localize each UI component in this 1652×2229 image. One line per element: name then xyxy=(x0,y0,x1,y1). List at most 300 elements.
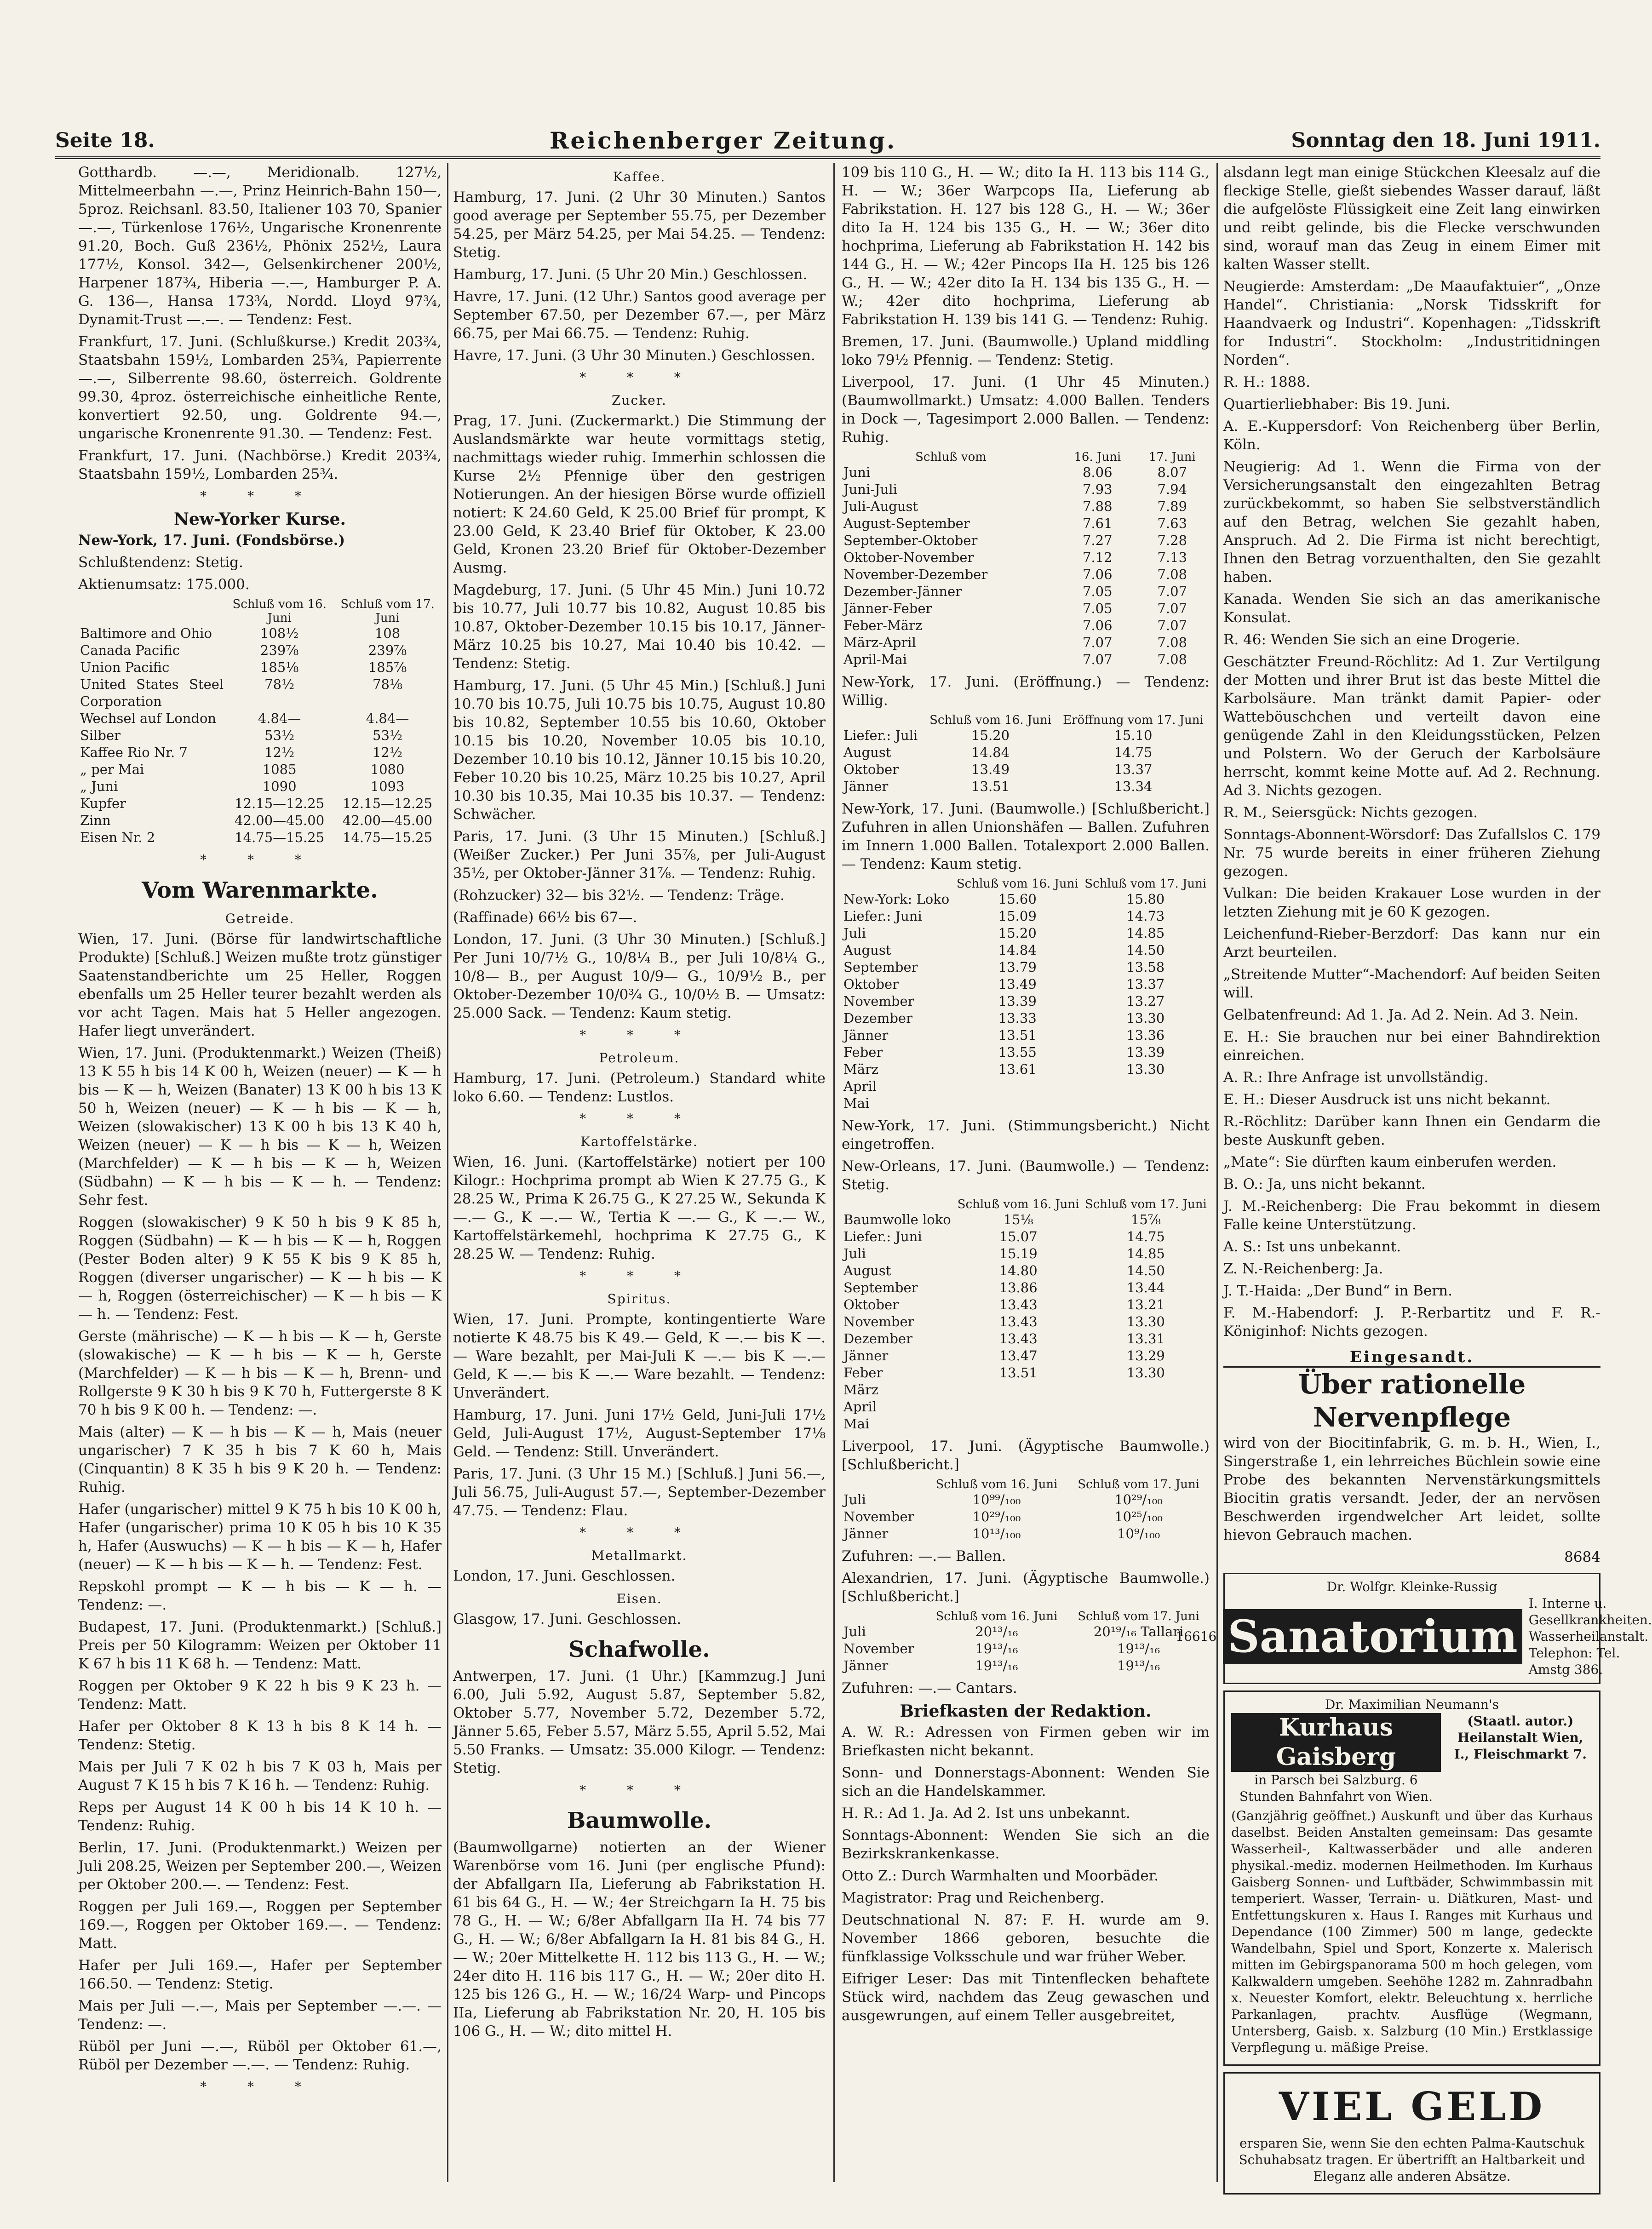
row-label: Jänner xyxy=(843,1526,889,1541)
briefkasten-item: F. M.-Habendorf: J. P.-Rerbartitz und F. R.-Königinhof: Nichts gezogen. xyxy=(1223,1305,1600,1340)
row-value: 8.07 xyxy=(1157,464,1187,480)
row-label: Feber xyxy=(843,1044,883,1060)
row-value: 13.51 xyxy=(971,779,1010,794)
separator: * * * xyxy=(200,488,320,504)
row-label: Silber xyxy=(80,728,121,743)
bremen-baumwolle: Bremen, 17. Juni. (Baumwolle.) Upland middling loko 79½ Pfennig. — Tendenz: Stetig. xyxy=(842,333,1210,368)
row-value: 42.00—45.00 xyxy=(343,813,433,828)
row-value: 78⅛ xyxy=(373,676,403,692)
row-value: 19¹³/₁₆ xyxy=(1117,1641,1160,1656)
column-1 xyxy=(78,163,442,2182)
table-header-row xyxy=(842,1610,1210,1623)
row-value: 10²⁹/₁₀₀ xyxy=(972,1509,1021,1524)
row-value: 7.06 xyxy=(1083,618,1113,633)
table-row xyxy=(842,727,1210,744)
budapest-roggen: Roggen per Oktober 9 K 22 h bis 9 K 23 h. — Tendenz: Matt. xyxy=(78,1678,442,1713)
row-label: Jänner xyxy=(843,779,889,794)
row-label: Kaffee Rio Nr. 7 xyxy=(80,745,188,760)
london-metall: London, 17. Juni. Geschlossen. xyxy=(453,1568,676,1584)
row-label: Juni-Juli xyxy=(843,481,897,497)
row-value: 20¹⁹/₁₆ Tallari xyxy=(1093,1624,1184,1639)
briefkasten-item: H. R.: Ad 1. Ja. Ad 2. Ist uns unbekannt. xyxy=(842,1805,1130,1822)
table-row xyxy=(842,532,1210,549)
row-value: 7.05 xyxy=(1083,584,1113,599)
column-header: Schluß vom 17. Juni xyxy=(1078,1610,1200,1623)
column-3 xyxy=(842,163,1210,2182)
berlin-hafer: Hafer per Juli 169.—, Hafer per September 166.50. — Tendenz: Stetig. xyxy=(78,1957,442,1992)
table-row xyxy=(842,1078,1210,1095)
new-york-tendenz: Schlußtendenz: Stetig. xyxy=(78,554,243,571)
row-value: 19¹³/₁₆ xyxy=(975,1641,1018,1656)
berlin-stock-continued: Gotthardb. —.—, Meridionalb. 127½, Mittelmeerbahn —.—, Prinz Heinrich-Bahn 150—, 5proz. Reichsanl. 83.50, Italiener 103 70, Spanier —.—, Türkenlose 176½, Ungarische Kronenrente 91.20, Boch. Guß 236½, Phönix 252½, Laura 177½, Konsol. 342—, Gelsenkirchener 200½, Harpener 187¾, Hiberia —.—, Hamburger P. A. G. 136—, Hansa 173¾, Nordd. Lloyd 97¾, Dynamit-Trust —.—. — Tendenz: Fest. xyxy=(78,164,442,328)
briefkasten-item: Sonn- und Donnerstags-Abonnent: Wenden Sie sich an die Handelskammer. xyxy=(842,1765,1210,1799)
row-value: 13.36 xyxy=(1126,1027,1165,1043)
antwerpen-schafwolle: Antwerpen, 17. Juni. (1 Uhr.) [Kammzug.] Juni 6.00, Juli 5.92, August 5.87, September 5.82, Oktober 5.77, November 5.72, Dezember 5.72, Jänner 5.65, Feber 5.57, März 5.55, April 5.52, Mai 5.50 Franks. — Umsatz: 35.000 Kilogr. — Tendenz: Stetig. xyxy=(453,1668,826,1776)
column-header: Schluß vom 16. Juni xyxy=(935,1478,1058,1491)
briefkasten-item: Vulkan: Die beiden Krakauer Lose wurden in der letzten Ziehung mit je 60 K gezogen. xyxy=(1223,885,1600,920)
table-row xyxy=(842,1657,1210,1674)
table-row xyxy=(842,1415,1210,1433)
row-value xyxy=(1082,1381,1210,1398)
berlin-roggen: Roggen per Juli 169.—, Roggen per September 169.—, Roggen per Oktober 169.—. — Tendenz: Matt. xyxy=(78,1898,442,1952)
briefkasten-item: Eifriger Leser: Das mit Tintenflecken behaftete Stück wird, nachdem das Zeug gewaschen und ausgewrungen, auf einem Teller ausgebreitet, xyxy=(842,1971,1210,2024)
table-row xyxy=(78,727,442,744)
kurhaus-name: Kurhaus Gaisberg xyxy=(1231,1713,1441,1772)
viel-geld-ad xyxy=(1223,2072,1600,2195)
row-label: März-April xyxy=(843,635,916,650)
column-header xyxy=(842,877,953,891)
table-row xyxy=(842,1640,1210,1657)
row-value: 14.75 xyxy=(1126,1229,1165,1244)
table-row xyxy=(842,1508,1210,1525)
berlin-mais: Mais per Juli —.—, Mais per September —.—. — Tendenz: —. xyxy=(78,1998,442,2033)
wien-mais: Mais (alter) — K — h bis — K — h, Mais (neuer ungarischer) 7 K 35 h bis 7 K 60 h, Mais (Cinquantin) 8 K 35 h bis 9 K 20 h. — Tendenz: Ruhig. xyxy=(78,1424,442,1496)
row-value: 12.15—12.25 xyxy=(343,796,433,811)
paris-rohzucker: (Rohzucker) 32— bis 32½. — Tendenz: Träge. xyxy=(453,887,785,904)
column-rule xyxy=(447,163,448,2182)
kartoffel-heading: Kartoffelstärke. xyxy=(580,1134,698,1149)
row-value: 13.44 xyxy=(1126,1280,1165,1295)
liverpool-aegyptisch: Liverpool, 17. Juni. (Ägyptische Baumwolle.) [Schlußbericht.] xyxy=(842,1438,1210,1473)
row-label: April xyxy=(843,1078,877,1094)
table-row xyxy=(842,1245,1210,1262)
table-row xyxy=(842,1061,1210,1078)
paris-spiritus: Paris, 17. Juni. (3 Uhr 15 M.) [Schluß.] Juni 56.—, Juli 56.75, Juli-August 57.—, September-Dezember 47.75. — Tendenz: Flau. xyxy=(453,1466,826,1519)
row-value: 20¹³/₁₆ xyxy=(975,1624,1018,1639)
new-york-umsatz: Aktienumsatz: 175.000. xyxy=(78,576,250,593)
row-value: 78½ xyxy=(264,676,295,692)
wien-gerste: Gerste (mährische) — K — h bis — K — h, Gerste (slowakische) — K — h bis — K — h, Gerste (Marchfelder) — K — h bis — K — h, Brenn- und Rollgerste 9 K 30 h bis 9 K 70 h, Futtergerste 8 K 70 h bis 9 K 00 h. — Tendenz: —. xyxy=(78,1328,442,1418)
baumwollgarne-text: (Baumwollgarne) notierten an der Wiener Warenbörse vom 16. Juni (per englische Pfund): der Abfallgarn IIa, Lieferung ab Fabrikstation H. 61 bis 64 G., H. — W.; 4er Streichgarn Ia H. 75 bis 78 G., H. — W.; 6/8er Abfallgarn IIa H. 74 bis 77 G., H. — W.; 6/8er Abfallgarn Ia H. 81 bis 84 G., H. — W.; 20er Mittelkette H. 112 bis 113 G., H. — W.; 24er dito H. 116 bis 117 G., H. — W.; 20er dito H. 125 bis 126 G., H. — W.; 16/24 Warp- und Pincops IIa, Lieferung ab Fabrikstation Nr. 20, H. 105 bis 106 G., H. — W.; dito mittel H. xyxy=(453,1839,826,2040)
column-header: Schluß vom 17. Juni xyxy=(1084,877,1207,891)
row-label: Oktober xyxy=(843,1297,899,1312)
table-row xyxy=(842,891,1210,908)
table-row xyxy=(842,1491,1210,1508)
new-york-table xyxy=(78,597,442,846)
row-value: 42.00—45.00 xyxy=(235,813,325,828)
wien-repskohl: Repskohl prompt — K — h bis — K — h. — Tendenz: —. xyxy=(78,1578,442,1613)
row-value: 13.49 xyxy=(971,762,1010,777)
row-label: September-Oktober xyxy=(843,533,978,548)
briefkasten-item: Otto Z.: Durch Warmhalten und Moorbäder. xyxy=(842,1868,1159,1884)
row-label: August-September xyxy=(843,516,970,531)
column-header: 17. Juni xyxy=(1148,450,1196,464)
table-row xyxy=(842,1010,1210,1027)
row-value: 15⅞ xyxy=(1130,1212,1161,1227)
row-value: 13.30 xyxy=(1126,1061,1165,1077)
table-row xyxy=(842,464,1210,481)
sanatorium-ad-number: 16616 xyxy=(1176,1629,1217,1644)
row-value: 14.84 xyxy=(971,745,1010,760)
row-value xyxy=(953,1095,1081,1112)
row-label: Jänner-Feber xyxy=(843,601,932,616)
table-row xyxy=(78,710,442,727)
zucker-heading: Zucker. xyxy=(612,393,667,408)
row-value: 13.61 xyxy=(998,1061,1037,1077)
metall-heading: Metallmarkt. xyxy=(591,1548,688,1563)
row-label: November xyxy=(843,1509,914,1524)
row-value: 239⅞ xyxy=(368,642,407,658)
table-row xyxy=(842,1044,1210,1061)
hamburg-zucker: Hamburg, 17. Juni. (5 Uhr 45 Min.) [Schluß.] Juni 10.70 bis 10.75, Juli 10.75 bis 10.75, August 10.80 bis 10.82, September 10.55 bis 10.60, Oktober 10.15 bis 10.20, November 10.05 bis 10.10, Dezember 10.10 bis 10.12, Jänner 10.15 bis 10.20, Feber 10.20 bis 10.25, März 10.25 bis 10.27, April 10.30 bis 10.35, Mai 10.35 bis 10.37. — Tendenz: Schwächer. xyxy=(453,677,826,823)
row-value: 7.13 xyxy=(1157,550,1187,565)
row-value: 13.79 xyxy=(998,959,1037,975)
kurhaus-sub: in Parsch bei Salzburg. 6 Stunden Bahnfahrt von Wien. xyxy=(1239,1772,1433,1804)
row-label: Mai xyxy=(843,1416,870,1432)
row-label: Dezember xyxy=(843,1331,912,1347)
briefkasten-item: R. M., Seiersgück: Nichts gezogen. xyxy=(1223,804,1478,821)
briefkasten-item: Neugierde: Amsterdam: „De Maaufaktuier“, „Onze Handel“. Christiania: „Norsk Tidsskrift for Haandvaerk og Industri“. Kopenhagen: „Tidsskrift for Industri“. Stockholm: „Industritidningen Norden“. xyxy=(1223,278,1600,368)
table-row xyxy=(842,993,1210,1010)
column-rule xyxy=(1216,163,1218,2182)
briefkasten-item: J. M.-Reichenberg: Die Frau bekommt in diesem Falle keine Unterstützung. xyxy=(1223,1198,1600,1233)
table-row xyxy=(842,617,1210,634)
briefkasten-item: Deutschnational N. 87: F. H. wurde am 9. November 1866 geboren, besuchte die fünfklassige Volksschule und war früher Weber. xyxy=(842,1912,1210,1965)
liverpool-zufuhren: Zufuhren: —.— Ballen. xyxy=(842,1548,1006,1564)
row-label: Juni xyxy=(843,464,871,480)
column-header: Schluß vom 16. Juni xyxy=(232,597,327,625)
column-header: Schluß vom 16. Juni xyxy=(957,1198,1079,1211)
table-row xyxy=(78,778,442,795)
column-header xyxy=(842,713,924,727)
row-label: New-York: Loko xyxy=(843,891,950,907)
briefkasten-item: A. W. R.: Adressen von Firmen geben wir im Briefkasten nicht bekannt. xyxy=(842,1724,1210,1759)
row-value: 13.39 xyxy=(998,993,1037,1009)
eingesandt-heading: Eingesandt. xyxy=(1223,1348,1600,1368)
table-row xyxy=(842,1228,1210,1245)
row-value: 13.43 xyxy=(999,1331,1038,1347)
column-2 xyxy=(453,163,826,2182)
row-value: 7.63 xyxy=(1157,516,1187,531)
briefkasten-item: Sonntags-Abonnent-Wörsdorf: Das Zufallslos C. 179 Nr. 75 wurde bereits in einer früheren Ziehung gezogen. xyxy=(1223,826,1600,880)
briefkasten-item: J. T.-Haida: „Der Bund“ in Bern. xyxy=(1223,1283,1452,1299)
row-value xyxy=(955,1381,1082,1398)
briefkasten-item: Geschätzter Freund-Röchlitz: Ad 1. Zur Vertilgung der Motten und ihrer Brut ist das beste Mittel die Karbolsäure. Man tränkt damit Papier- oder Watteböuschchen und verteilt davon eine genügende Zahl in den Kleidungsstücken, Pelzen und Polstern. Wo der Geruch der Karbolsäure herrscht, kommt keine Motte auf. Ad 2. Rechnung. Ad 3. Nichts gezogen. xyxy=(1223,653,1600,799)
page-header xyxy=(55,124,1600,159)
table-row xyxy=(842,778,1210,795)
row-label: Oktober xyxy=(843,976,899,992)
table-row xyxy=(78,744,442,761)
row-label: United States Steel Corporation xyxy=(80,676,224,709)
waren-heading: Vom Warenmarkte. xyxy=(142,877,378,903)
row-label: November xyxy=(843,1314,914,1329)
table-row xyxy=(842,908,1210,925)
briefkasten-item: A. R.: Ihre Anfrage ist unvollständig. xyxy=(1223,1069,1489,1086)
schafwolle-heading: Schafwolle. xyxy=(568,1637,710,1662)
table-row xyxy=(78,625,442,642)
row-label: Dezember xyxy=(843,1010,912,1026)
briefkasten-item: „Mate“: Sie dürften kaum einberufen werden. xyxy=(1223,1154,1557,1170)
prag-zucker: Prag, 17. Juni. (Zuckermarkt.) Die Stimmung der Auslandsmärkte war heute vormittags stetig, nachmittags wieder ruhig. Immerhin schlossen die Kurse 2½ Pfennige über den gestrigen Notierungen. An der hiesigen Börse wurde offiziell notiert: K 24.60 Geld, K 25.00 Brief für prompt, K 23.00 Geld, K 23.40 Brief für Oktober, K 23.00 Geld, Kronen 23.20 Brief für Oktober-Dezember Ausmg. xyxy=(453,413,826,576)
alexandrien-table xyxy=(842,1610,1210,1674)
row-value: 14.85 xyxy=(1126,925,1165,941)
row-value: 13.37 xyxy=(1126,976,1165,992)
table-row xyxy=(78,761,442,778)
row-value: 12.15—12.25 xyxy=(235,796,325,811)
briefkasten-item: A. E.-Kuppersdorf: Von Reichenberg über Berlin, Köln. xyxy=(1223,418,1600,453)
row-value: 14.75 xyxy=(1114,745,1153,760)
row-value: 13.29 xyxy=(1126,1348,1165,1364)
table-row xyxy=(842,925,1210,942)
row-value: 13.39 xyxy=(1126,1044,1165,1060)
budapest-mais: Mais per Juli 7 K 02 h bis 7 K 03 h, Mais per August 7 K 15 h bis 7 K 16 h. — Tendenz: Ruhig. xyxy=(78,1759,442,1794)
budapest-reps: Reps per August 14 K 00 h bis 14 K 10 h. — Tendenz: Ruhig. xyxy=(78,1799,442,1834)
row-label: April xyxy=(843,1399,877,1415)
table-row xyxy=(842,566,1210,583)
row-value: 13.30 xyxy=(1126,1365,1165,1381)
wien-roggen: Roggen (slowakischer) 9 K 50 h bis 9 K 85 h, Roggen (Südbahn) — K — h bis — K — h, Roggen (Pester Boden alter) 9 K 55 K bis 9 K 85 h, Roggen (diverser ungarischer) — K — h bis — K — h, Roggen (österreichischer) — K — h bis — K — h. — Tendenz: Fest. xyxy=(78,1214,442,1323)
budapest-report: Budapest, 17. Juni. (Produktenmarkt.) [Schluß.] Preis per 50 Kilogramm: Weizen per Oktober 11 K 67 h bis 11 K 68 h. — Tendenz: Matt. xyxy=(78,1619,442,1672)
table-row xyxy=(842,1279,1210,1296)
table-row xyxy=(842,942,1210,959)
row-value xyxy=(955,1398,1082,1415)
column-header: Schluß vom 17. Juni xyxy=(1078,1478,1200,1491)
row-value: 7.07 xyxy=(1157,601,1187,616)
table-row xyxy=(842,1347,1210,1364)
kurhaus-ad xyxy=(1223,1690,1600,2066)
getreide-heading: Getreide. xyxy=(225,911,295,926)
hamburg-kaffee: Hamburg, 17. Juni. (2 Uhr 30 Minuten.) Santos good average per September 55.75, per Dezember 54.25, per März 54.25, per Mai 54.25. — Tendenz: Stetig. xyxy=(453,189,826,261)
column-header: Schluß vom 17. Juni xyxy=(1084,1198,1207,1211)
row-value: 15.80 xyxy=(1126,891,1165,907)
row-label: November xyxy=(843,1641,914,1656)
row-label: Baumwolle loko xyxy=(843,1212,951,1227)
row-value: 7.08 xyxy=(1157,652,1187,667)
separator: * * * xyxy=(579,370,699,385)
row-label: Liefer.: Juni xyxy=(843,1229,922,1244)
new-york-eroeffnung: New-York, 17. Juni. (Eröffnung.) — Tendenz: Willig. xyxy=(842,674,1210,709)
table-row xyxy=(78,642,442,659)
row-label: Mai xyxy=(843,1095,870,1111)
briefkasten-heading: Briefkasten der Redaktion. xyxy=(900,1702,1152,1721)
liverpool-table xyxy=(842,450,1210,668)
new-york-schluss-table xyxy=(842,877,1210,1112)
row-value: 10⁹⁹/₁₀₀ xyxy=(972,1492,1021,1507)
row-label: März xyxy=(843,1382,879,1398)
row-label: Kupfer xyxy=(80,796,126,811)
row-value: 15⅛ xyxy=(1003,1212,1033,1227)
row-value: 7.94 xyxy=(1157,481,1187,497)
ad-number: 8684 xyxy=(1564,1549,1600,1565)
table-row xyxy=(842,1381,1210,1398)
row-label: „ per Mai xyxy=(80,762,144,777)
paris-raffinade: (Raffinade) 66½ bis 67—. xyxy=(453,909,637,926)
row-value: 1090 xyxy=(262,779,297,794)
row-value: 13.30 xyxy=(1126,1314,1165,1329)
table-header-row xyxy=(842,1478,1210,1491)
row-value: 15.20 xyxy=(998,925,1037,941)
kaffee-heading: Kaffee. xyxy=(613,169,666,184)
sanatorium-ad xyxy=(1176,1573,1652,1684)
briefkasten-item: E. H.: Sie brauchen nur bei einer Bahndirektion einreichen. xyxy=(1223,1029,1600,1064)
row-value: 13.31 xyxy=(1126,1331,1165,1347)
separator: * * * xyxy=(200,2079,320,2094)
row-value: 108 xyxy=(374,625,401,641)
row-value: 14.50 xyxy=(1126,942,1165,958)
row-value: 15.07 xyxy=(999,1229,1038,1244)
row-label: Feber xyxy=(843,1365,883,1381)
row-value: 1093 xyxy=(370,779,405,794)
briefkasten-continued: alsdann legt man einige Stückchen Kleesalz auf die fleckige Stelle, gießt siebendes Wasser darauf, läßt die aufgelöste Flüssigkeit eine Zeit lang einwirken und reibt gelinde, bis die Flecke verschwunden sind, worauf man das Zeug in einem Eimer mit kalten Wasser stellt. xyxy=(1223,164,1600,273)
column-header: Schluß vom 16. Juni xyxy=(929,713,1052,727)
separator: * * * xyxy=(579,1111,699,1126)
row-value: 13.49 xyxy=(998,976,1037,992)
row-value: 10²⁵/₁₀₀ xyxy=(1114,1509,1163,1524)
briefkasten-item: R. H.: 1888. xyxy=(1223,374,1310,390)
berlin-report: Berlin, 17. Juni. (Produktenmarkt.) Weizen per Juli 208.25, Weizen per September 200.—, Weizen per Oktober 200.—. — Tendenz: Fest. xyxy=(78,1839,442,1893)
briefkasten-item: Sonntags-Abonnent: Wenden Sie sich an die Bezirkskrankenkasse. xyxy=(842,1827,1210,1862)
row-value: 13.27 xyxy=(1126,993,1165,1009)
briefkasten-item: E. H.: Dieser Ausdruck ist uns nicht bekannt. xyxy=(1223,1091,1551,1108)
row-label: Oktober xyxy=(843,762,899,777)
new-york-line: New-York, 17. Juni. (Fondsbörse.) xyxy=(78,532,345,549)
row-label: Dezember-Jänner xyxy=(843,584,962,599)
row-label: Oktober-November xyxy=(843,550,974,565)
table-row xyxy=(842,1296,1210,1313)
briefkasten-item: R.-Röchlitz: Darüber kann Ihnen ein Gendarm die beste Auskunft geben. xyxy=(1223,1113,1600,1148)
table-row xyxy=(842,481,1210,498)
row-label: Liefer.: Juli xyxy=(843,728,918,743)
alexandrien-baumwolle: Alexandrien, 17. Juni. (Ägyptische Baumwolle.) [Schlußbericht.] xyxy=(842,1570,1210,1605)
row-value: 13.30 xyxy=(1126,1010,1165,1026)
hamburg-kaffee-2: Hamburg, 17. Juni. (5 Uhr 20 Min.) Geschlossen. xyxy=(453,266,808,283)
row-value: 4.84— xyxy=(366,711,409,726)
briefkasten-item: A. S.: Ist uns unbekannt. xyxy=(1223,1238,1401,1255)
row-value: 10¹³/₁₀₀ xyxy=(972,1526,1021,1541)
row-value: 10⁹/₁₀₀ xyxy=(1117,1526,1160,1541)
row-value: 13.34 xyxy=(1114,779,1153,794)
liverpool-baumwolle: Liverpool, 17. Juni. (1 Uhr 45 Minuten.) (Baumwollmarkt.) Umsatz: 4.000 Ballen. Tenders in Dock —, Tagesimport 2.000 Ballen. — Tendenz: Ruhig. xyxy=(842,374,1210,446)
row-value: 15.10 xyxy=(1114,728,1153,743)
table-row xyxy=(842,1623,1210,1640)
baumwollgarne-continued: 109 bis 110 G., H. — W.; dito Ia H. 113 bis 114 G., H. — W.; 36er Warpcops IIa, Lieferung ab Fabrikstation. H. 127 bis 128 G., H. — W.; 36er dito Ia H. 124 bis 135 G., H. — W.; 36er dito hochprima, Lieferung ab Fabrikstation H. 142 bis 144 G., H. — W.; 42er Pincops IIa H. 125 bis 126 G., H. — W.; 42er dito Ia H. 134 bis 135 G., H. — W.; 42er dito hochprima, Lieferung ab Fabrikstation H. 139 bis 141 G. — Tendenz: Ruhig. xyxy=(842,164,1210,328)
magdeburg-zucker: Magdeburg, 17. Juni. (5 Uhr 45 Min.) Juni 10.72 bis 10.77, Juli 10.77 bis 10.82, August 10.85 bis 10.87, Oktober-Dezember 10.15 bis 10.17, Jänner-März 10.25 bis 10.27, Mai 10.40 bis 10.42. — Tendenz: Stetig. xyxy=(453,582,826,672)
row-label: Canada Pacific xyxy=(80,642,180,658)
table-row xyxy=(78,795,442,812)
wien-report: Wien, 17. Juni. (Börse für landwirtschaftliche Produkte) [Schluß.] Weizen mußte trotz günstiger Saatenstandberichte um 25 Heller, Roggen ebenfalls um 25 Heller teurer bezahlt werden als vor acht Tagen. Mais hat 5 Heller angezogen. Hafer liegt unverändert. xyxy=(78,931,442,1039)
glasgow-eisen: Glasgow, 17. Juni. Geschlossen. xyxy=(453,1611,682,1627)
row-value: 14.75—15.25 xyxy=(235,830,325,845)
row-label: Juli xyxy=(843,1492,866,1507)
table-row xyxy=(842,1095,1210,1112)
column-header xyxy=(842,1478,926,1491)
row-label: Baltimore and Ohio xyxy=(80,625,212,641)
table-header-row xyxy=(842,450,1210,464)
row-label: Juli xyxy=(843,1624,866,1639)
table-row xyxy=(842,1027,1210,1044)
table-row xyxy=(78,659,442,676)
table-row xyxy=(78,676,442,710)
new-york-heading: New-Yorker Kurse. xyxy=(173,510,346,529)
frankfurt-nachboerse: Frankfurt, 17. Juni. (Nachbörse.) Kredit 203¾, Staatsbahn 159½, Lombarden 25¾. xyxy=(78,447,442,482)
row-value: 15.09 xyxy=(998,908,1037,924)
eisen-heading: Eisen. xyxy=(616,1591,662,1606)
row-value: 7.28 xyxy=(1157,533,1187,548)
row-value: 7.88 xyxy=(1083,499,1113,514)
row-label: August xyxy=(843,942,891,958)
row-value: 14.50 xyxy=(1126,1263,1165,1278)
row-label: September xyxy=(843,1280,918,1295)
row-value: 15.20 xyxy=(971,728,1010,743)
column-header: Schluß vom 16. Juni xyxy=(935,1610,1058,1623)
sanatorium-title: Sanatorium xyxy=(1223,1609,1522,1664)
briefkasten-list-2 xyxy=(1223,277,1600,1341)
table-header-row xyxy=(842,713,1210,727)
row-value: 12½ xyxy=(264,745,295,760)
row-value: 7.08 xyxy=(1157,635,1187,650)
page-number: Seite 18. xyxy=(55,128,155,152)
row-label: „ Juni xyxy=(80,779,118,794)
row-label: März xyxy=(843,1061,879,1077)
table-row xyxy=(842,634,1210,651)
row-label: Wechsel auf London xyxy=(80,711,217,726)
row-value: 7.05 xyxy=(1083,601,1113,616)
row-value: 14.73 xyxy=(1126,908,1165,924)
column-header: Schluß vom 16. Juni xyxy=(956,877,1078,891)
liverpool-aegyptisch-table xyxy=(842,1478,1210,1542)
row-value: 19¹³/₁₆ xyxy=(975,1658,1018,1673)
briefkasten-item: R. 46: Wenden Sie sich an eine Drogerie. xyxy=(1223,631,1520,648)
column-header xyxy=(842,1610,926,1623)
column-header: 16. Juni xyxy=(1074,450,1121,464)
row-value: 13.47 xyxy=(999,1348,1038,1364)
row-value: 13.55 xyxy=(998,1044,1037,1060)
column-header: Schluß vom xyxy=(915,450,987,464)
table-row xyxy=(78,829,442,846)
separator: * * * xyxy=(579,1525,699,1540)
row-value: 13.37 xyxy=(1114,762,1153,777)
row-value: 8.06 xyxy=(1083,464,1113,480)
table-row xyxy=(842,1398,1210,1415)
row-value: 13.33 xyxy=(998,1010,1037,1026)
table-row xyxy=(842,651,1210,668)
masthead: Reichenberger Zeitung. xyxy=(549,126,897,154)
row-value: 185⅛ xyxy=(260,659,299,675)
table-row xyxy=(842,583,1210,600)
separator: * * * xyxy=(200,852,320,867)
column-header: Eröffnung vom 17. Juni xyxy=(1063,713,1204,727)
row-label: Juli xyxy=(843,1246,866,1261)
row-value: 185⅞ xyxy=(368,659,407,675)
row-value: 108½ xyxy=(260,625,299,641)
petroleum-heading: Petroleum. xyxy=(599,1050,680,1066)
row-label: Zinn xyxy=(80,813,111,828)
row-value: 13.86 xyxy=(999,1280,1038,1295)
table-row xyxy=(842,959,1210,976)
row-value: 7.06 xyxy=(1083,567,1113,582)
column-4 xyxy=(1176,163,1652,2184)
briefkasten-item: Gelbatenfreund: Ad 1. Ja. Ad 2. Nein. Ad 3. Nein. xyxy=(1223,1007,1579,1023)
